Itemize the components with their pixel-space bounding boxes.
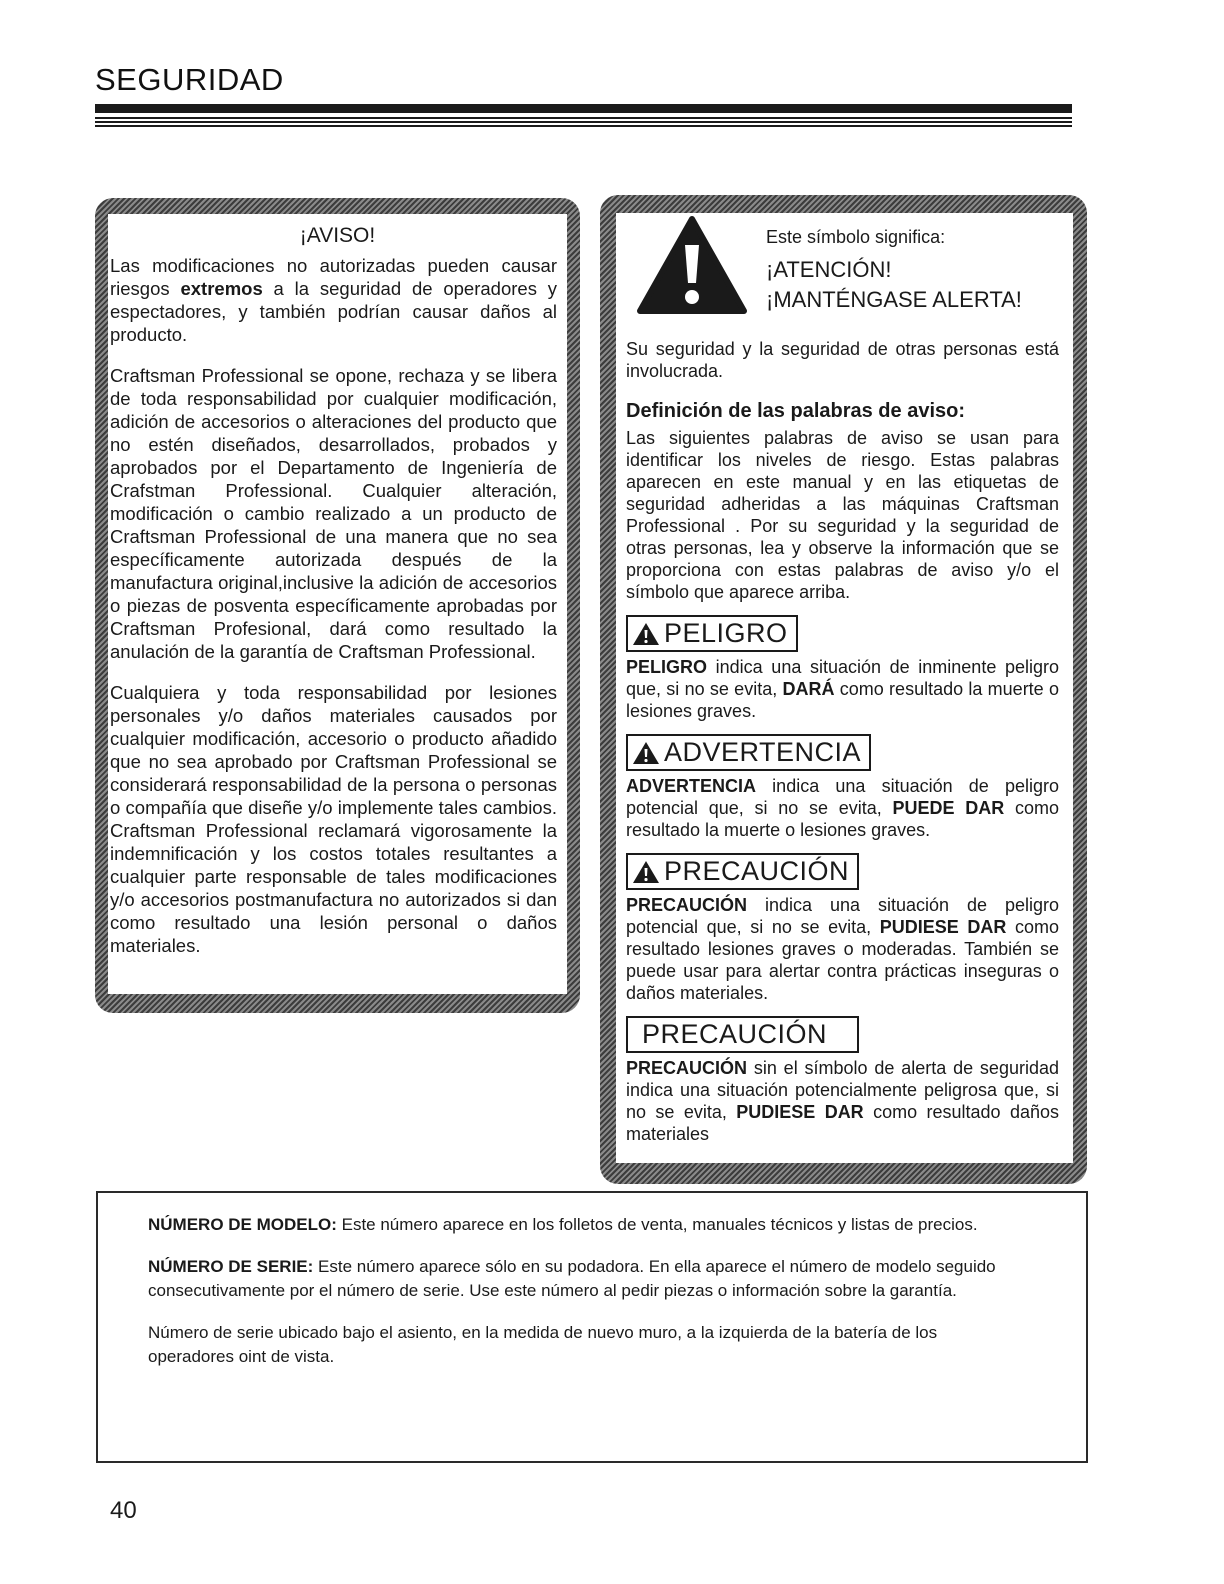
warning-triangle-icon bbox=[632, 741, 660, 765]
serial-info-box bbox=[96, 1191, 1088, 1463]
header-rule-1 bbox=[95, 117, 1072, 119]
signal-words-panel bbox=[600, 195, 1087, 1184]
aviso-paragraph-2: Craftsman Professional se opone, rechaza y se libera de toda responsabilidad por cualquier modificación, adición de accesorios o alteraciones del producto que no estén diseñados, desarrollados, probados y aprobados por el Departamento de Ingeniería de Crafstman Professional. Cualquier alteración, modificación o cambio realizado a un producto de Craftsman Professional de una manera que no sea específicamente autorizada después de la manufactura original,inclusive la adición de accesorios o piezas de posventa específicamente aprobadas por Craftsman Profesional, dará como resultado la anulación de la garantía de Craftsman Professional. bbox=[110, 365, 557, 662]
aviso-paragraph-3: Cualquiera y toda responsabilidad por lesiones personales y/o daños materiales causados por cualquier modificación, accesorio o producto añadido que no sea aprobado por Craftsman Professional se considerará responsabilidad de la persona o personas o compañía que diseñe y/o implemente tales cambios. Craftsman Professional reclamará vigorosamente la indemnificación y los costos totales resultantes a cualquier parte responsable de tales modificaciones y/o accesorios postmanufactura no autorizados si dan como resultado una lesión personal o daños materiales. bbox=[110, 682, 557, 956]
page-title: SEGURIDAD bbox=[95, 62, 284, 97]
aviso-panel bbox=[95, 198, 580, 1013]
advertencia-label: ADVERTENCIA bbox=[626, 734, 871, 771]
peligro-text: PELIGRO indica una situación de inminente peligro que, si no se evita, DARÁ como resultado la muerte o lesiones graves. bbox=[626, 657, 1059, 721]
header-rule-2 bbox=[95, 121, 1072, 123]
warning-triangle-icon bbox=[632, 860, 660, 884]
advertencia-text: ADVERTENCIA indica una situación de peligro potencial que, si no se evita, PUEDE DAR como resultado la muerte o lesiones graves. bbox=[626, 776, 1059, 840]
safety-alert-header bbox=[616, 213, 1073, 338]
precaucion-plain-text: PRECAUCIÓN sin el símbolo de alerta de seguridad indica una situación potencialmente peligrosa que, si no se evita, PUDIESE DAR como resultado daños materiales bbox=[626, 1058, 1059, 1144]
symbol-caption: Este símbolo significa: bbox=[766, 227, 946, 247]
attention-heading: ¡ATENCIÓN! bbox=[766, 257, 892, 282]
page-number: 40 bbox=[110, 1497, 137, 1524]
safety-intro: Su seguridad y la seguridad de otras personas está involucrada. bbox=[626, 339, 1059, 381]
header-rule-3 bbox=[95, 125, 1072, 127]
warning-triangle-icon bbox=[632, 622, 660, 646]
aviso-paragraph-1: Las modificaciones no autorizadas pueden causar riesgos extremos a la seguridad de operadores y espectadores, y también podrían causar daños al producto. bbox=[110, 255, 558, 345]
aviso-panel-body bbox=[108, 214, 567, 994]
definition-title: Definición de las palabras de aviso: bbox=[626, 400, 966, 422]
precaucion-text: PRECAUCIÓN indica una situación de peligro potencial que, si no se evita, PUDIESE DAR como resultado lesiones graves o moderadas. También se puede usar para alertar contra prácticas inseguras o daños materiales. bbox=[626, 895, 1059, 1003]
signal-words-panel-body bbox=[616, 213, 1073, 1163]
header-rule-thick bbox=[95, 104, 1072, 113]
warning-triangle-icon bbox=[636, 215, 748, 315]
precaucion-label: PRECAUCIÓN bbox=[626, 853, 859, 890]
serial-number-paragraph: NÚMERO DE SERIE: Este número aparece sólo en su podadora. En ella aparece el número de modelo seguido consecutivamente por el número de serie. Use este número al pedir piezas o información sobre la garantía. bbox=[148, 1257, 996, 1300]
precaucion-plain-label: PRECAUCIÓN bbox=[626, 1016, 859, 1053]
alert-heading: ¡MANTÉNGASE ALERTA! bbox=[766, 287, 1022, 312]
serial-location-paragraph: Número de serie ubicado bajo el asiento, en la medida de nuevo muro, a la izquierda de la batería de los operadores oint de vista. bbox=[148, 1323, 938, 1366]
model-number-paragraph: NÚMERO DE MODELO: Este número aparece en los folletos de venta, manuales técnicos y listas de precios. bbox=[148, 1215, 978, 1234]
aviso-title: ¡AVISO! bbox=[299, 224, 376, 247]
peligro-label: PELIGRO bbox=[626, 615, 798, 652]
definition-text: Las siguientes palabras de aviso se usan para identificar los niveles de riesgo. Estas palabras aparecen en este manual y en las etiquetas de seguridad adheridas a las máquinas Craftsman Professional . Por su seguridad y la seguridad de otras personas, lea y observe la información que se proporciona con estas palabras de aviso y/o el símbolo que aparece arriba. bbox=[626, 428, 1059, 602]
